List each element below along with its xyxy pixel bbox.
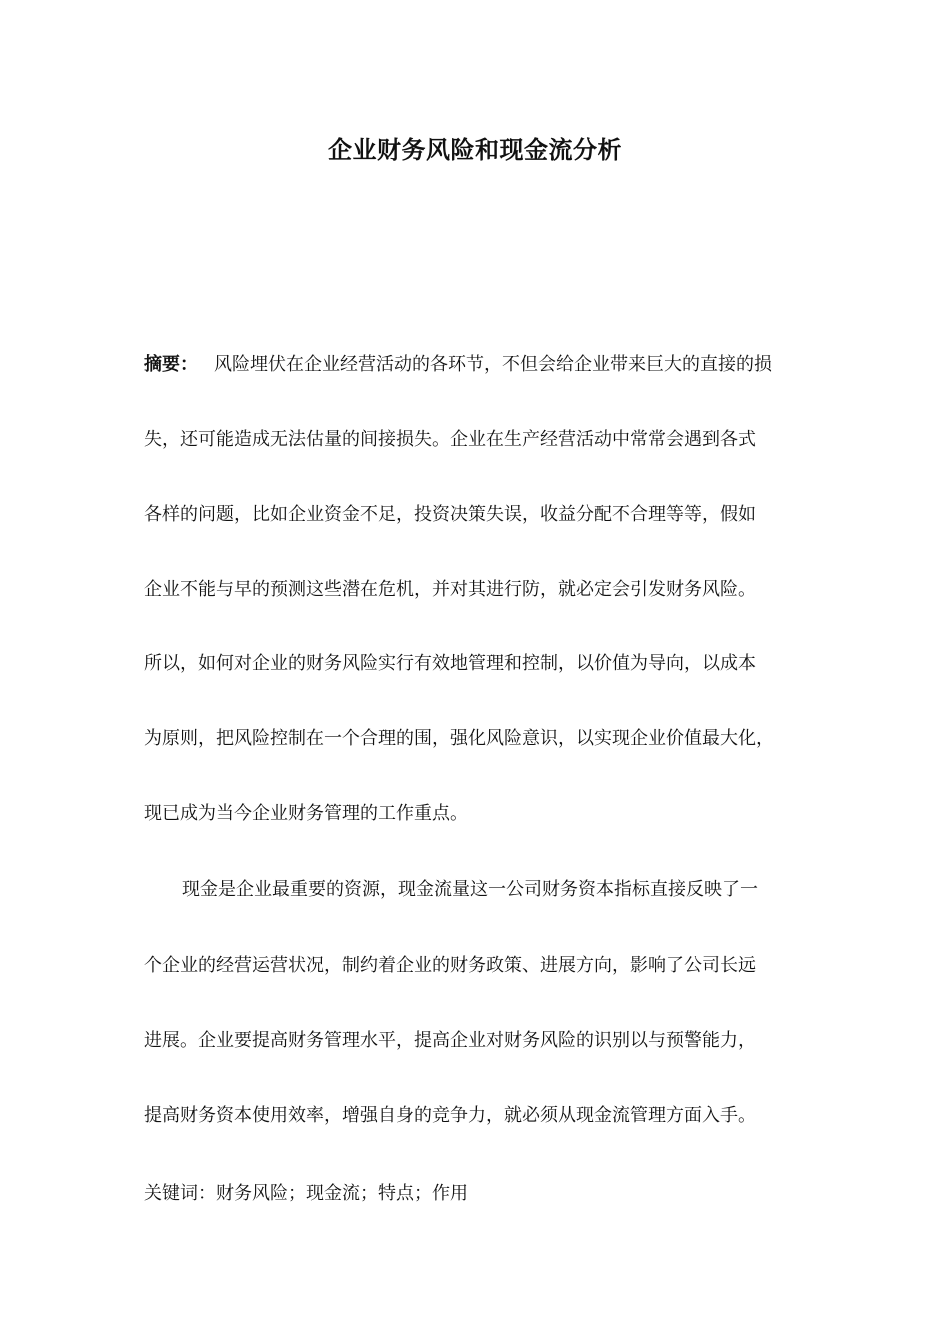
abstract-line: 企业不能与早的预测这些潜在危机，并对其进行防，就必定会引发财务风险。 (144, 579, 756, 600)
paragraph-line: 现金是企业最重要的资源，现金流量这一公司财务资本指标直接反映了一 (182, 879, 758, 900)
abstract-line: 为原则，把风险控制在一个合理的围，强化风险意识，以实现企业价值最大化， (144, 728, 774, 749)
paragraph-line: 进展。企业要提高财务管理水平，提高企业对财务风险的识别以与预警能力， (144, 1030, 756, 1051)
abstract-line: 各样的问题，比如企业资金不足，投资决策失误，收益分配不合理等等，假如 (144, 504, 756, 525)
abstract-label: 摘要： (144, 354, 198, 375)
abstract-line: 失，还可能造成无法估量的间接损失。企业在生产经营活动中常常会遇到各式 (144, 429, 756, 450)
paragraph-line: 个企业的经营运营状况，制约着企业的财务政策、进展方向，影响了公司长远 (144, 955, 756, 976)
paragraph-line: 提高财务资本使用效率，增强自身的竞争力，就必须从现金流管理方面入手。 (144, 1105, 756, 1126)
document-title: 企业财务风险和现金流分析 (328, 136, 622, 164)
abstract-line: 所以，如何对企业的财务风险实行有效地管理和控制，以价值为导向，以成本 (144, 653, 756, 674)
keywords: 关键词：财务风险；现金流；特点；作用 (144, 1183, 468, 1204)
abstract-line (144, 352, 824, 378)
abstract-text: 风险埋伏在企业经营活动的各环节，不但会给企业带来巨大的直接的损 (214, 354, 772, 375)
abstract-line: 现已成为当今企业财务管理的工作重点。 (144, 803, 468, 824)
